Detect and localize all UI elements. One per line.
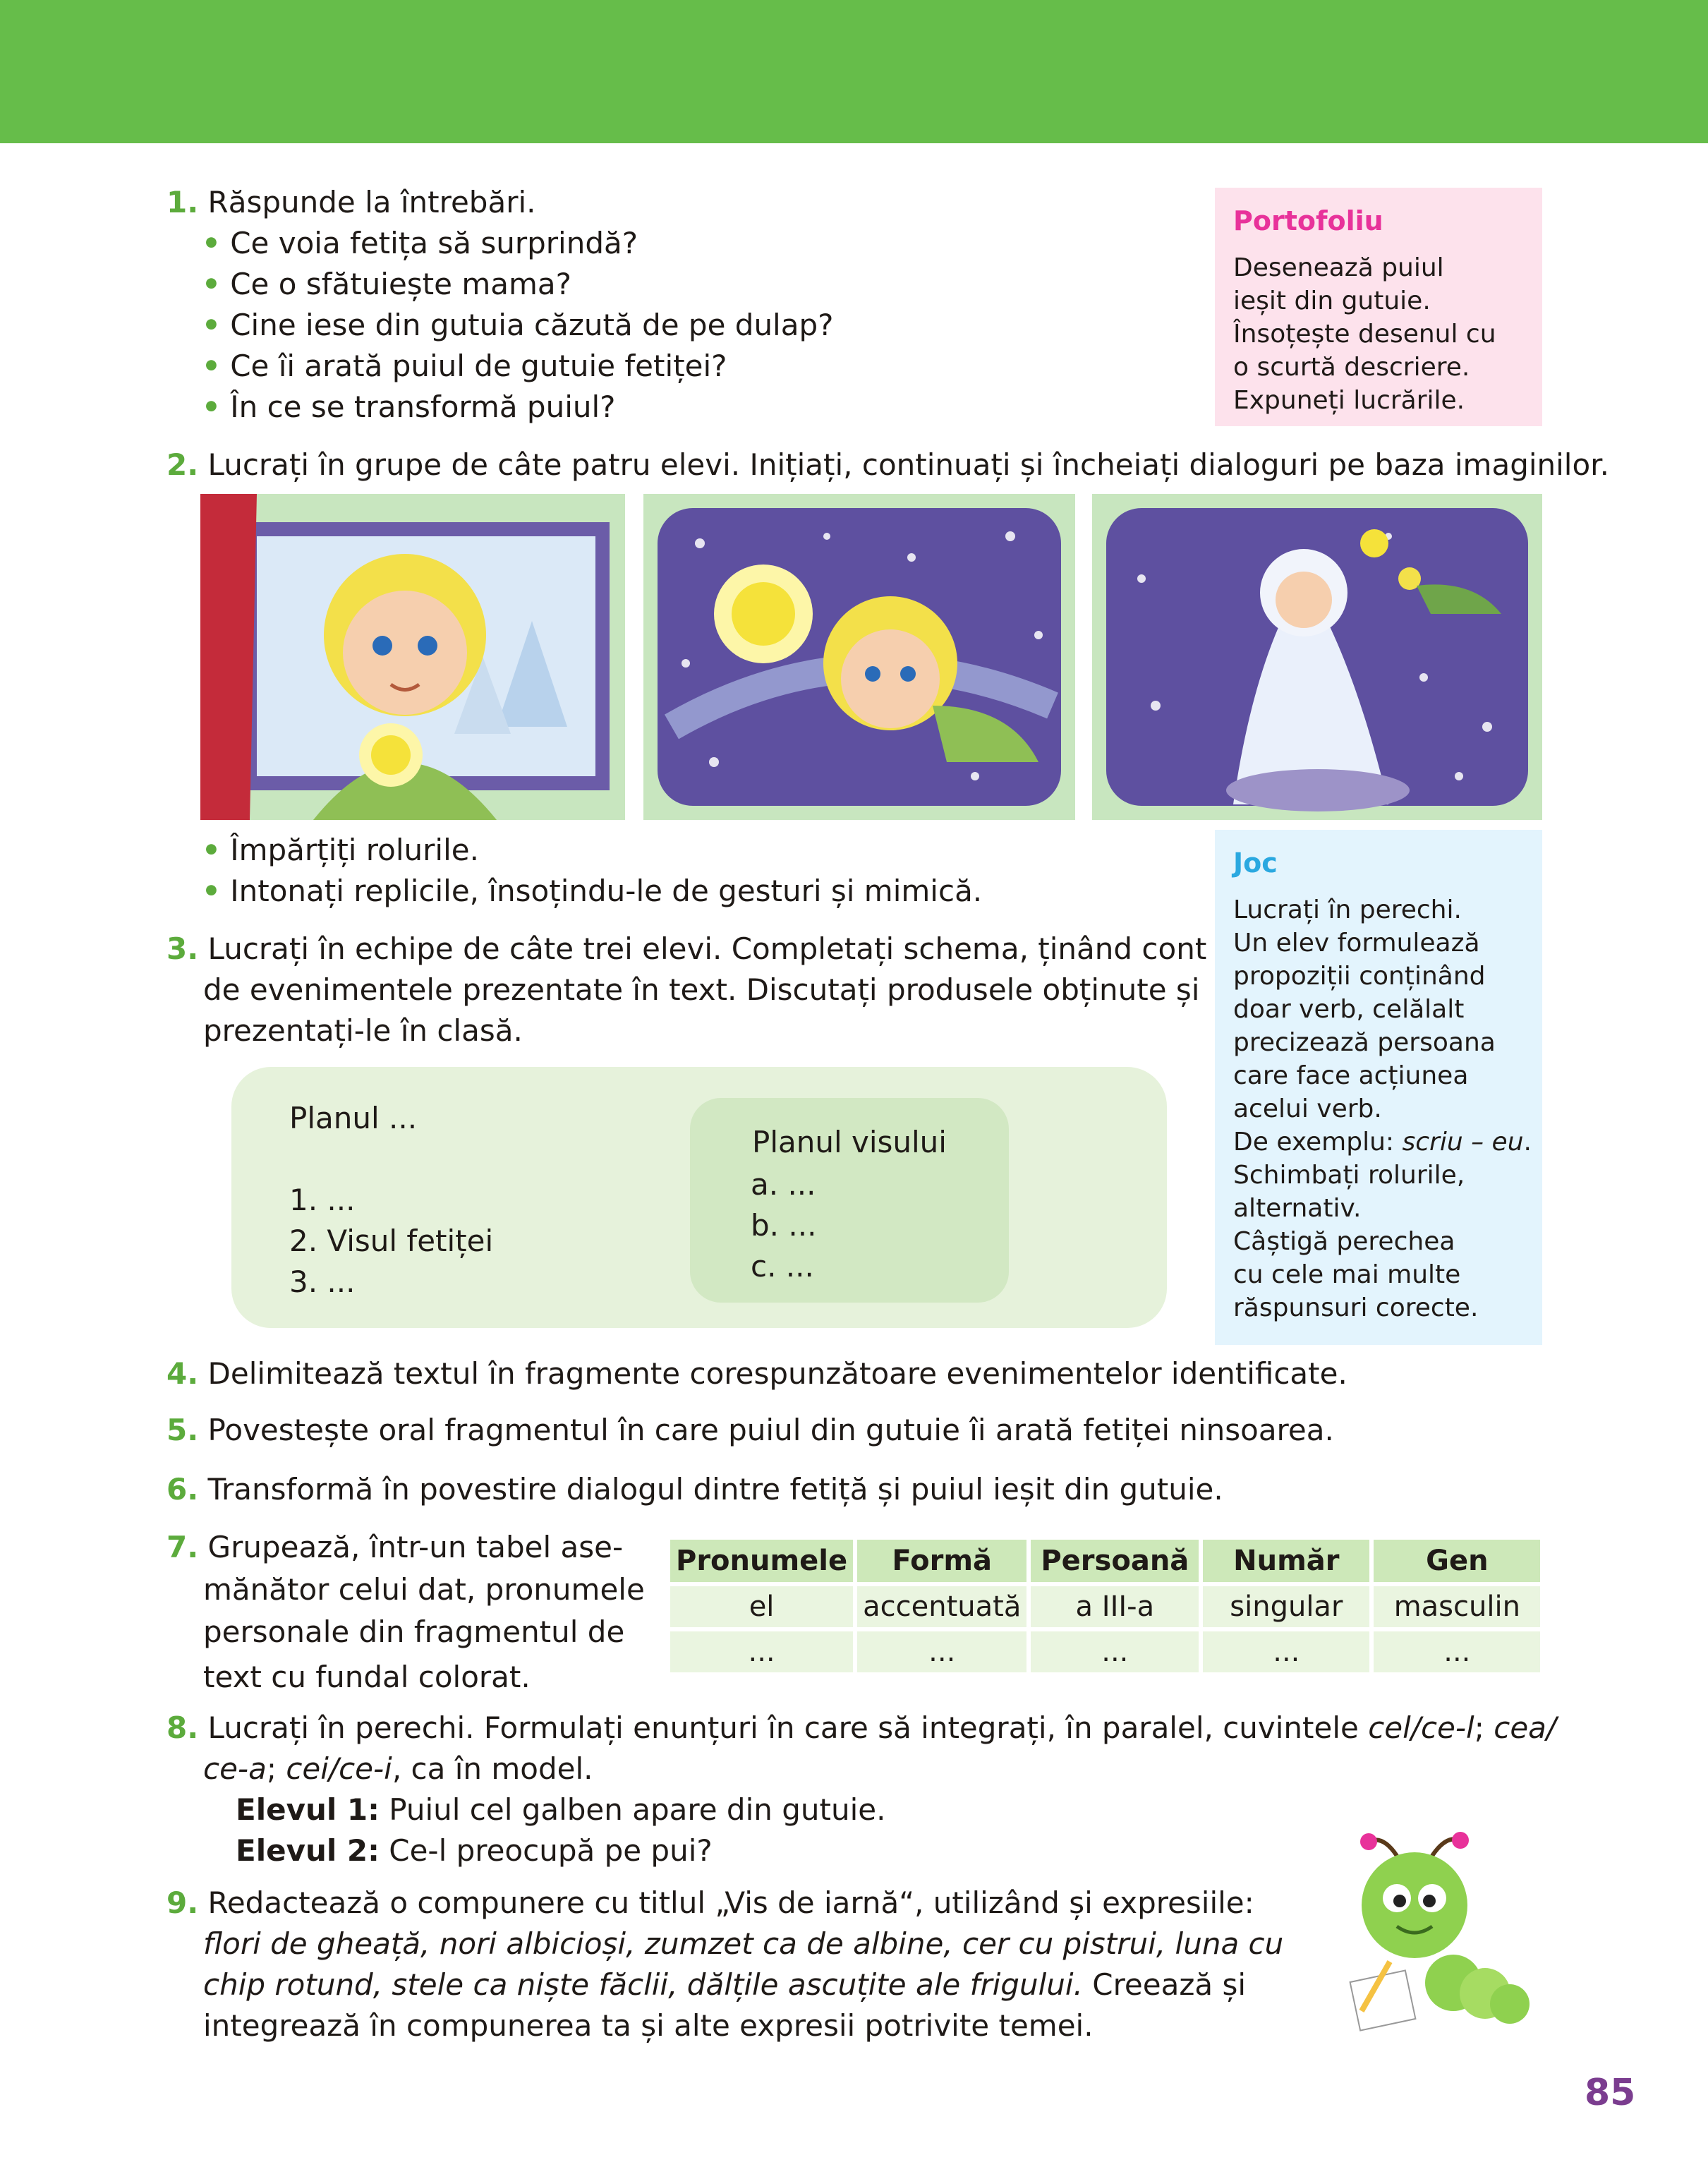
list-item: • Ce voia fetița să surprindă? xyxy=(202,226,638,260)
exercise-9-line: chip rotund, stele ca niște făclii, dălțile ascuțite ale frigului. Creează și xyxy=(203,1967,1247,2002)
exercise-2: 2. Lucrați în grupe de câte patru elevi. Inițiați, continuați și încheiați dialoguri pe baza imaginilor. xyxy=(166,447,1609,482)
schema-right-item: c. ... xyxy=(751,1249,814,1284)
exercise-3-line: de evenimentele prezentate în text. Discutați produsele obținute și xyxy=(203,972,1200,1007)
illustration-girl-with-chick xyxy=(200,494,625,820)
table-header: Pronumele xyxy=(670,1540,853,1582)
example-student-2: Elevul 2: Ce-l preocupă pe pui? xyxy=(236,1833,713,1868)
exercise-8: 8. Lucrați în perechi. Formulați enunțuri în care să integrați, în paralel, cuvintele cel/ce-l; cea/ xyxy=(166,1710,1557,1745)
exercise-7-line: text cu fundal colorat. xyxy=(203,1660,531,1694)
table-row: el accentuată a III-a singular masculin xyxy=(670,1586,1540,1627)
schema-left-title: Planul ... xyxy=(289,1101,418,1135)
schema-left-item: 1. ... xyxy=(289,1183,356,1217)
schema-right-item: b. ... xyxy=(751,1208,817,1243)
table-header: Gen xyxy=(1374,1540,1540,1582)
table-header: Număr xyxy=(1203,1540,1369,1582)
exercise-4: 4. Delimitează textul în fragmente corespunzătoare evenimentelor identificate. xyxy=(166,1356,1347,1391)
portofoliu-title: Portofoliu xyxy=(1233,205,1383,236)
illustration-girl-flying xyxy=(643,494,1075,820)
illustration-winter-fairy xyxy=(1092,494,1542,820)
list-item: • Ce îi arată puiul de gutuie fetiței? xyxy=(202,349,727,383)
list-item: • Intonați replicile, însoțindu-le de gesturi și mimică. xyxy=(202,874,983,908)
schema-right-title: Planul visului xyxy=(752,1125,947,1159)
list-item: • În ce se transformă puiul? xyxy=(202,390,616,424)
example-student-1: Elevul 1: Puiul cel galben apare din gutuie. xyxy=(236,1792,886,1827)
portofoliu-box: Portofoliu Desenează puiul ieșit din gutuie. Însoțește desenul cu o scurtă descriere. Expuneți lucrările. xyxy=(1215,188,1542,426)
list-item: • Ce o sfătuiește mama? xyxy=(202,267,571,301)
exercise-3-line: prezentați-le în clasă. xyxy=(203,1013,523,1048)
table-header: Formă xyxy=(857,1540,1026,1582)
caterpillar-illustration xyxy=(1312,1828,1531,2039)
list-item: • Cine iese din gutuia căzută de pe dulap? xyxy=(202,308,834,342)
exercise-7-line: mănător celui dat, pronumele xyxy=(203,1572,645,1607)
header-bar xyxy=(0,0,1708,143)
exercise-5: 5. Povestește oral fragmentul în care puiul din gutuie îi arată fetiței ninsoarea. xyxy=(166,1413,1334,1447)
pronoun-table xyxy=(666,1535,1544,1677)
exercise-6: 6. Transformă în povestire dialogul dintre fetiță și puiul ieșit din gutuie. xyxy=(166,1472,1223,1507)
table-row: ... ... ... ... ... xyxy=(670,1631,1540,1672)
joc-box: Joc Lucrați în perechi. Un elev formulează propoziții conținând doar verb, celălalt precizează persoana care face acțiunea acelui verb. De exemplu: scriu – eu. Schimbați rolurile, alternativ. Câștigă perechea cu cele mai multe răspunsuri corecte. xyxy=(1215,830,1542,1345)
exercise-1: 1. Răspunde la întrebări. xyxy=(166,185,536,219)
list-item: • Împărțiți rolurile. xyxy=(202,833,479,867)
exercise-3: 3. Lucrați în echipe de câte trei elevi. Completați schema, ținând cont xyxy=(166,931,1207,966)
schema-left-item: 2. Visul fetiței xyxy=(289,1224,494,1258)
exercise-7: 7. Grupează, într-un tabel ase- xyxy=(166,1530,624,1564)
exercise-8-line: ce-a; cei/ce-i, ca în model. xyxy=(203,1751,593,1786)
joc-title: Joc xyxy=(1233,847,1278,879)
joc-example: De exemplu: scriu – eu. xyxy=(1233,1128,1532,1157)
table-header-row xyxy=(670,1540,1540,1582)
exercise-9-line: integrează în compunerea ta și alte expresii potrivite temei. xyxy=(203,2008,1094,2043)
exercise-9-line: flori de gheață, nori albicioși, zumzet ca de albine, cer cu pistrui, luna cu xyxy=(203,1926,1284,1961)
exercise-7-line: personale din fragmentul de xyxy=(203,1614,625,1649)
table-header: Persoană xyxy=(1031,1540,1199,1582)
schema-left-item: 3. ... xyxy=(289,1264,356,1299)
page-number: 85 xyxy=(1585,2072,1636,2114)
schema-right-item: a. ... xyxy=(751,1167,816,1202)
exercise-9: 9. Redactează o compunere cu titlul „Vis de iarnă“, utilizând și expresiile: xyxy=(166,1885,1254,1920)
